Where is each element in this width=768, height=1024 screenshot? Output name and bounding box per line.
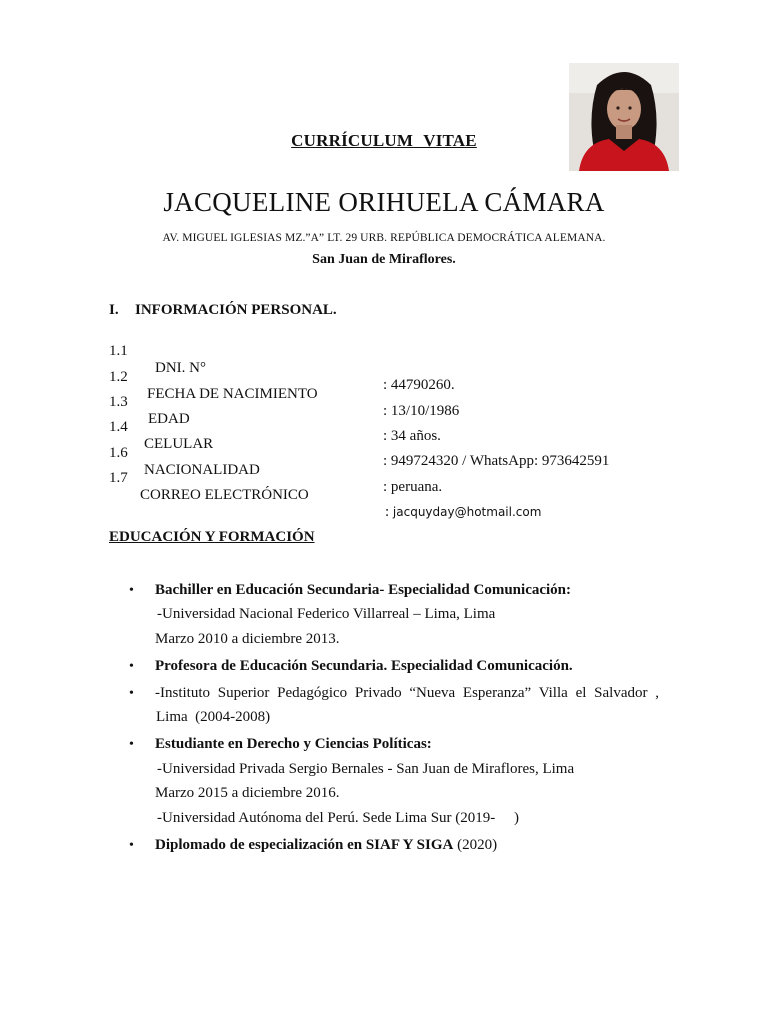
education-title: Estudiante en Derecho y Ciencias Políticas: [155, 736, 432, 752]
row-number: 1.4 [109, 419, 128, 435]
education-detail: -Universidad Nacional Federico Villarreal – Lima, Lima [157, 606, 496, 622]
row-value [385, 504, 541, 521]
row-label: DNI. N° [155, 360, 206, 376]
education-year: (2020) [453, 837, 498, 853]
row-label: FECHA DE NACIMIENTO [147, 386, 318, 402]
education-title: Bachiller en Educación Secundaria- Especialidad Comunicación: [155, 582, 572, 598]
row-value: : 34 años. [383, 428, 441, 444]
education-detail: -Universidad Autónoma del Perú. Sede Lima Sur (2019- ) [157, 810, 520, 826]
bullet-icon: • [129, 686, 134, 701]
row-number: 1.6 [109, 445, 128, 461]
personal-info-heading [109, 302, 337, 319]
row-number: 1.2 [109, 369, 128, 385]
address-line: AV. MIGUEL IGLESIAS MZ.”A” LT. 29 URB. REPÚBLICA DEMOCRÁTICA ALEMANA. [162, 232, 606, 244]
profile-photo [569, 63, 679, 171]
bullet-icon: • [129, 659, 134, 674]
bullet-icon: • [129, 838, 134, 853]
row-value: : 949724320 / WhatsApp: 973642591 [383, 453, 610, 469]
education-title: Profesora de Educación Secundaria. Especialidad Comunicación. [155, 658, 573, 674]
row-value: : 44790260. [383, 377, 455, 393]
education-title: Diplomado de especialización en SIAF Y SIGA [155, 837, 454, 853]
education-heading: EDUCACIÓN Y FORMACIÓN [109, 529, 315, 545]
bullet-icon: • [129, 583, 134, 598]
document-title: CURRÍCULUM VITAE [291, 131, 477, 150]
value-prefix: : [385, 504, 393, 520]
row-number: 1.7 [109, 470, 128, 486]
section-number: I. [109, 302, 119, 318]
bullet-icon: • [129, 737, 134, 752]
section-title: INFORMACIÓN PERSONAL. [135, 302, 337, 318]
education-detail: Lima (2004-2008) [156, 709, 271, 725]
row-label: EDAD [148, 411, 190, 427]
row-label: NACIONALIDAD [144, 462, 260, 478]
row-value: : peruana. [383, 479, 443, 495]
education-detail: Marzo 2010 a diciembre 2013. [155, 631, 340, 647]
candidate-name: JACQUELINE ORIHUELA CÁMARA [163, 187, 605, 217]
row-label: CORREO ELECTRÓNICO [140, 487, 309, 503]
row-number: 1.1 [109, 343, 128, 359]
education-detail: -Universidad Privada Sergio Bernales - San Juan de Miraflores, Lima [157, 761, 575, 777]
education-title-line [155, 837, 497, 854]
district-line: San Juan de Miraflores. [312, 252, 456, 267]
education-detail: -Instituto Superior Pedagógico Privado “Nueva Esperanza” Villa el Salvador , [155, 685, 659, 701]
row-value: : 13/10/1986 [383, 403, 460, 419]
email-link[interactable]: jacquyday@hotmail.com [392, 505, 542, 519]
education-detail: Marzo 2015 a diciembre 2016. [155, 785, 340, 801]
row-number: 1.3 [109, 394, 128, 410]
portrait-image [569, 63, 679, 171]
row-label: CELULAR [144, 436, 214, 452]
